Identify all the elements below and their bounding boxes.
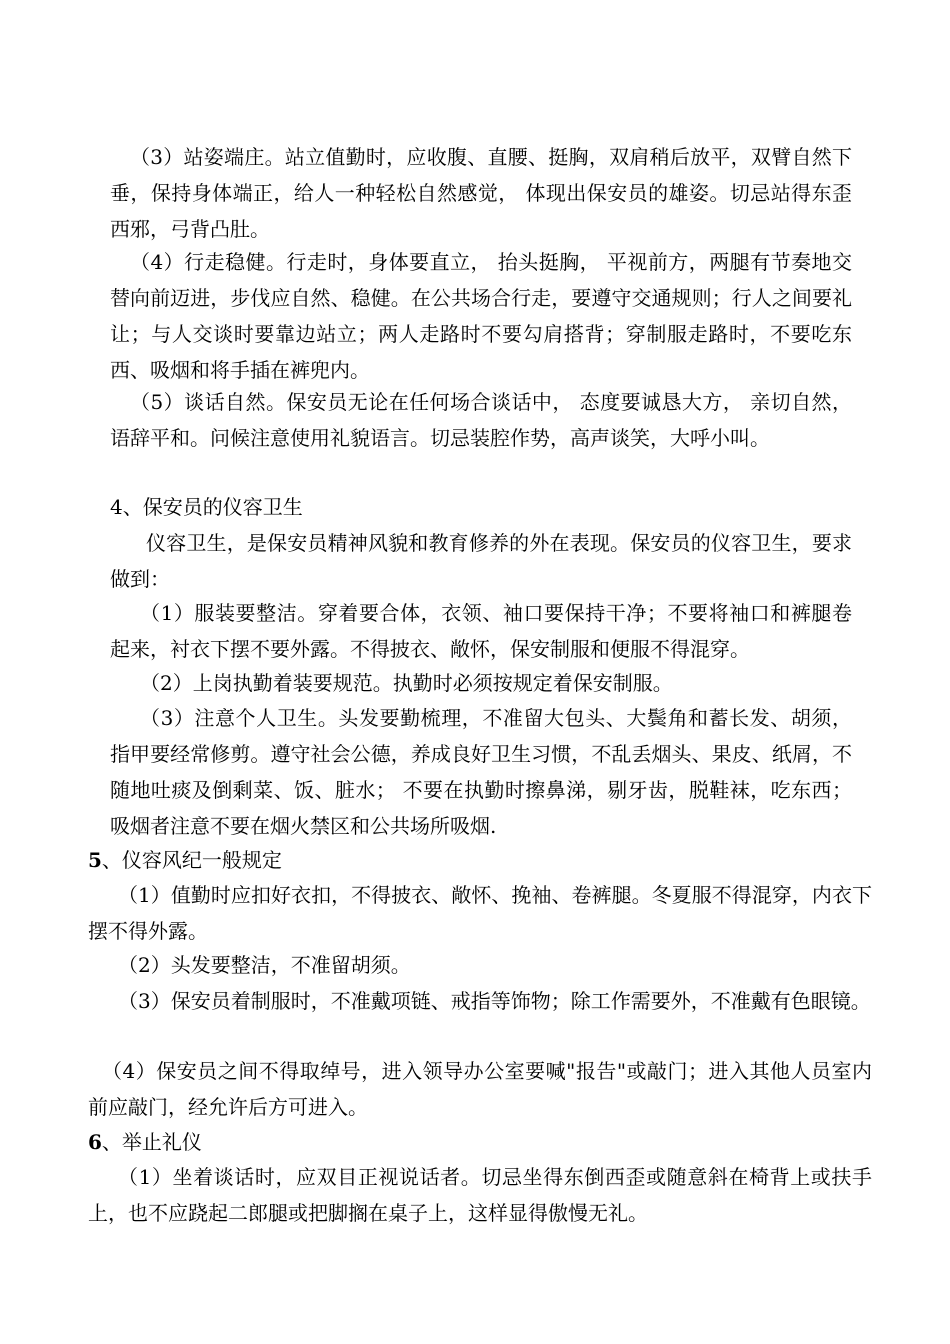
section-heading-6-number: 6 [88,1130,102,1154]
paragraph-clothing: （1）服装要整洁。穿着要合体，衣领、袖口要保持干净；不要将袖口和裤腿卷起来，衬衣下摆不要外露。不得披衣、敞怀，保安制服和便服不得混穿。 [110,601,852,661]
paragraph-standing-posture: （3）站姿端庄。站立值勤时，应收腹、直腰、挺胸，双肩稍后放平，双臂自然下垂，保持身体端正，给人一种轻松自然感觉， 体现出保安员的雄姿。切忌站得东歪西邪，弓背凸肚。 [110,145,852,241]
paragraph-talking: （5）谈话自然。保安员无论在任何场合谈话中， 态度要诚恳大方， 亲切自然， 语辞平和。问候注意使用礼貌语言。切忌装腔作势，高声谈笑，大呼小叫。 [110,390,852,450]
paragraph-walking: （4）行走稳健。行走时，身体要直立， 抬头挺胸， 平视前方，两腿有节奏地交替向前迈进，步伐应自然、稳健。在公共场合行走，要遵守交通规则；行人之间要礼让；与人交谈时要靠边站立；两人走路时不要勾肩搭背；穿制服走路时，不要吃东西、吸烟和将手插在裤兜内。 [110,250,852,382]
paragraph-hygiene: （3）注意个人卫生。头发要勤梳理，不准留大包头、大鬓角和蓄长发、胡须，指甲要经常修剪。遵守社会公德，养成良好卫生习惯，不乱丢烟头、果皮、纸屑，不随地吐痰及倒剩菜、饭、脏水； 不要在执勤时擦鼻涕，剔牙齿，脱鞋袜，吃东西；吸烟者注意不要在烟火禁区和公共场所吸烟. [110,706,852,838]
section-heading-6-text: 、举止礼仪 [101,1130,202,1154]
paragraph-hair: （2）头发要整洁，不准留胡须。 [118,953,411,977]
paragraph-nicknames: （4）保安员之间不得取绰号，进入领导办公室要喊"报告"或敲门；进入其他人员室内前应敲门，经允许后方可进入。 [88,1059,872,1119]
section-heading-6 [88,1124,202,1160]
section-heading-5-number: 5 [88,848,102,872]
section-heading-5-text: 、仪容风纪一般规定 [101,848,282,872]
paragraph-dress-code: （1）值勤时应扣好衣扣，不得披衣、敞怀、挽袖、卷裤腿。冬夏服不得混穿，内衣下摆不得外露。 [88,883,872,943]
paragraph-accessories: （3）保安员着制服时，不准戴项链、戒指等饰物；除工作需要外，不准戴有色眼镜。 [118,989,871,1013]
paragraph-grooming-intro: 仪容卫生，是保安员精神风貌和教育修养的外在表现。保安员的仪容卫生，要求做到： [110,531,852,591]
section-heading-5 [88,842,282,878]
paragraph-sitting: （1）坐着谈话时，应双目正视说话者。切忌坐得东倒西歪或随意斜在椅背上或扶手上，也不应跷起二郎腿或把脚搁在桌子上，这样显得傲慢无礼。 [88,1165,872,1225]
section-heading-4: 4、保安员的仪容卫生 [110,495,303,519]
paragraph-uniform: （2）上岗执勤着装要规范。执勤时必须按规定着保安制服。 [140,671,673,695]
